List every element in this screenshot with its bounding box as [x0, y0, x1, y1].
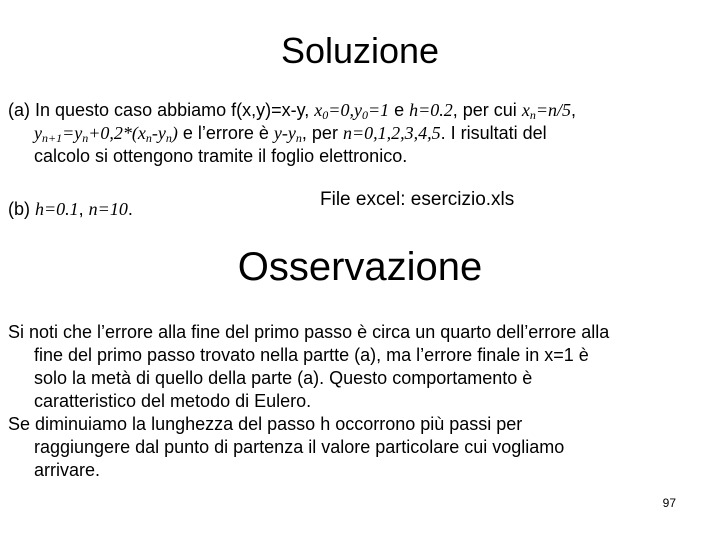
h-value: h=0.2 [409, 100, 453, 120]
obs-line: fine del primo passo trovato nella partte (a), ma l’errore finale in x=1 è [34, 345, 589, 365]
obs-line: arrivare. [34, 460, 101, 480]
section-title: Osservazione [237, 245, 483, 289]
slide-title: Soluzione [280, 30, 440, 71]
error-formula: $y-y_n$ [273, 123, 302, 145]
part-a-paragraph [8, 99, 713, 168]
part-a-line-1: (a) In questo caso abbiamo f(x,y)=x-y, $x_0=0,y_0=1$ e h=0.2, per cui $x_n=n/5$, [8, 100, 576, 122]
page-number: 97 [662, 496, 676, 510]
observation-paragraph [8, 321, 713, 482]
part-a-prefix: (a) In questo caso abbiamo f(x,y)=x-y, [8, 100, 315, 120]
obs-line: Si noti che l’errore alla fine del primo passo è circa un quarto dell’errore alla [8, 322, 610, 342]
recurrence-formula: $y_{n+1}=y_n+0,2*(x_n-y_n)$ [34, 123, 178, 145]
ic-x: $x_0=0$, [314, 100, 354, 122]
file-note: File excel: esercizio.xls [320, 189, 515, 210]
part-b-text: (b) h=0.1, n=10. [8, 199, 133, 219]
xn-formula: $x_n=n/5$ [521, 100, 571, 122]
obs-line: caratteristico del metodo di Eulero. [34, 391, 312, 411]
part-a-line-3: calcolo si ottengono tramite il foglio elettronico. [34, 146, 408, 166]
obs-line: raggiungere dal punto di partenza il valore particolare cui vogliamo [34, 437, 565, 457]
obs-line: solo la metà di quello della parte (a). Questo comportamento è [34, 368, 533, 388]
n-range: n=0,1,2,3,4,5 [342, 123, 441, 143]
ic-y: $y_0=1$ [353, 100, 390, 122]
obs-line: Se diminuiamo la lunghezza del passo h occorrono più passi per [8, 414, 523, 434]
part-a-line-2: $y_{n+1}=y_n+0,2*(x_n-y_n)$ e l’errore è $y-y_n$, per n=0,1,2,3,4,5. I risultati del [34, 123, 547, 145]
